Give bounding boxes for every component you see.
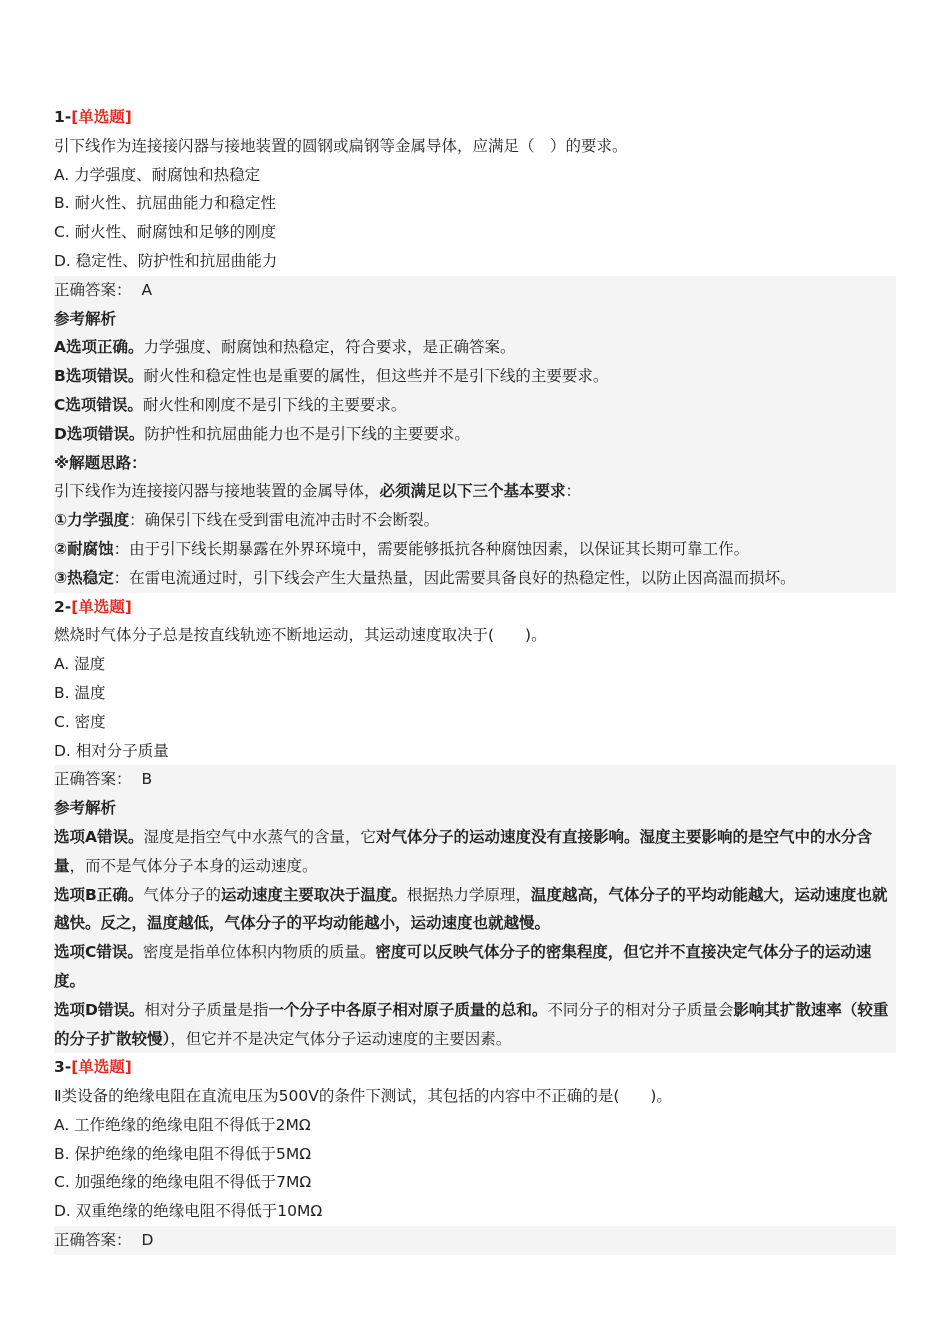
question-stem: 燃烧时气体分子总是按直线轨迹不断地运动，其运动速度取决于( )。 <box>54 626 547 645</box>
option-b: B. 温度 <box>54 683 106 702</box>
answer-panel <box>54 1226 896 1255</box>
analysis-bold: 影响其扩散速率（较重的分子扩散较慢） <box>54 1000 889 1048</box>
answer-analysis-panel <box>54 765 896 1053</box>
option-c: C. 耐火性、耐腐蚀和足够的刚度 <box>54 223 277 242</box>
option-a: A. 工作绝缘的绝缘电阻不得低于2MΩ <box>54 1115 311 1134</box>
analysis-text: 不同分子的相对分子质量会 <box>547 1000 734 1019</box>
question-header <box>54 593 896 622</box>
analysis-text: 根据热力学原理， <box>406 885 531 904</box>
analysis-title: 参考解析 <box>54 799 117 818</box>
option-d: D. 稳定性、防护性和抗屈曲能力 <box>54 251 278 270</box>
answer-label: 正确答案： <box>54 1231 132 1250</box>
tip-term: ③热稳定 <box>54 568 114 587</box>
tips-intro <box>54 477 896 506</box>
analysis-verdict: 选项B正确。 <box>54 885 144 904</box>
analysis-line <box>54 420 896 449</box>
tip-term: ①力学强度 <box>54 511 130 530</box>
answer-label: 正确答案： <box>54 280 132 299</box>
analysis-line <box>54 391 896 420</box>
analysis-text: 耐火性和稳定性也是重要的属性，但这些并不是引下线的主要要求。 <box>143 367 609 386</box>
option-a: A. 力学强度、耐腐蚀和热稳定 <box>54 165 261 184</box>
analysis-text: ，而不是气体分子本身的运动速度。 <box>69 856 318 875</box>
tip-line <box>54 506 896 535</box>
analysis-verdict: 选项C错误。 <box>54 943 143 962</box>
question-type: [单选题] <box>71 108 132 126</box>
question-type: [单选题] <box>71 597 132 616</box>
analysis-paragraph-a <box>54 823 896 881</box>
question-stem: Ⅱ类设备的绝缘电阻在直流电压为500V的条件下测试，其包括的内容中不正确的是( )。 <box>54 1087 672 1106</box>
answer-label: 正确答案： <box>54 770 132 789</box>
analysis-verdict: 选项D错误。 <box>54 1000 145 1019</box>
question-number: 3- <box>54 1058 72 1077</box>
answer-value: A <box>141 280 153 299</box>
analysis-line <box>54 333 896 362</box>
analysis-text: 气体分子的 <box>143 885 221 904</box>
option-d: D. 双重绝缘的绝缘电阻不得低于10MΩ <box>54 1202 323 1221</box>
question-type: [单选题] <box>71 1058 132 1077</box>
correct-answer <box>54 765 896 794</box>
question-header <box>54 1053 896 1082</box>
analysis-bold: 对气体分子的运动速度没有直接影响。湿度主要影响的是空气中的水分含量 <box>54 827 873 875</box>
analysis-text: ，但它并不是决定气体分子运动速度的主要因素。 <box>170 1029 512 1048</box>
analysis-paragraph-c <box>54 938 896 996</box>
correct-answer <box>54 276 896 305</box>
analysis-paragraph-d <box>54 996 896 1054</box>
tip-term: ②耐腐蚀 <box>54 539 114 558</box>
analysis-verdict: A选项正确。 <box>54 338 144 357</box>
analysis-title: 参考解析 <box>54 309 117 328</box>
question-1 <box>54 103 896 593</box>
analysis-bold: 密度可以反映气体分子的密集程度，但它并不直接决定气体分子的运动速度。 <box>54 943 872 990</box>
analysis-verdict: D选项错误。 <box>54 424 145 443</box>
option-a: A. 湿度 <box>54 655 106 674</box>
tip-line <box>54 564 896 593</box>
analysis-line <box>54 362 896 391</box>
analysis-text: 密度是指单位体积内物质的质量。 <box>142 943 376 962</box>
analysis-verdict: 选项A错误。 <box>54 827 144 846</box>
option-b: B. 保护绝缘的绝缘电阻不得低于5MΩ <box>54 1144 312 1163</box>
tips-title: ※解题思路： <box>54 453 147 472</box>
analysis-bold: 运动速度主要取决于温度。 <box>220 885 407 904</box>
answer-value: D <box>141 1231 154 1250</box>
question-header <box>54 103 896 132</box>
option-d: D. 相对分子质量 <box>54 741 169 760</box>
analysis-verdict: B选项错误。 <box>54 367 144 386</box>
analysis-text: 力学强度、耐腐蚀和热稳定，符合要求，是正确答案。 <box>143 338 516 357</box>
tip-text: ：确保引下线在受到雷电流冲击时不会断裂。 <box>129 511 440 530</box>
analysis-paragraph-b <box>54 881 896 939</box>
question-3 <box>54 1053 896 1255</box>
analysis-text: 防护性和抗屈曲能力也不是引下线的主要要求。 <box>144 424 470 443</box>
analysis-text: 耐火性和刚度不是引下线的主要要求。 <box>142 395 407 414</box>
question-number: 1- <box>54 108 72 126</box>
correct-answer <box>54 1226 896 1255</box>
question-stem: 引下线作为连接接闪器与接地装置的圆钢或扁钢等金属导体，应满足（ ）的要求。 <box>54 136 628 155</box>
tip-text: ：由于引下线长期暴露在外界环境中，需要能够抵抗各种腐蚀因素，以保证其长期可靠工作。 <box>113 539 750 558</box>
option-b: B. 耐火性、抗屈曲能力和稳定性 <box>54 194 276 213</box>
answer-analysis-panel <box>54 276 896 593</box>
tip-text: ：在雷电流通过时，引下线会产生大量热量，因此需要具备良好的热稳定性，以防止因高温而损坏。 <box>113 568 796 587</box>
tips-intro-colon: ： <box>565 482 582 501</box>
tip-line <box>54 535 896 564</box>
tips-intro-text: 引下线作为连接接闪器与接地装置的金属导体， <box>54 482 380 501</box>
option-c: C. 加强绝缘的绝缘电阻不得低于7MΩ <box>54 1173 312 1192</box>
analysis-verdict: C选项错误。 <box>54 395 143 414</box>
analysis-text: 相对分子质量是指 <box>144 1000 269 1019</box>
option-c: C. 密度 <box>54 712 106 731</box>
tips-intro-bold: 必须满足以下三个基本要求 <box>379 482 566 501</box>
analysis-bold: 温度越高，气体分子的平均动能越大，运动速度也就越快。反之，温度越低，气体分子的平均动能越小，运动速度也就越慢。 <box>54 885 888 933</box>
question-2 <box>54 593 896 1054</box>
question-number: 2- <box>54 597 72 616</box>
answer-value: B <box>141 770 153 789</box>
analysis-bold: 一个分子中各原子相对原子质量的总和。 <box>268 1000 548 1019</box>
analysis-text: 湿度是指空气中水蒸气的含量，它 <box>143 827 377 846</box>
